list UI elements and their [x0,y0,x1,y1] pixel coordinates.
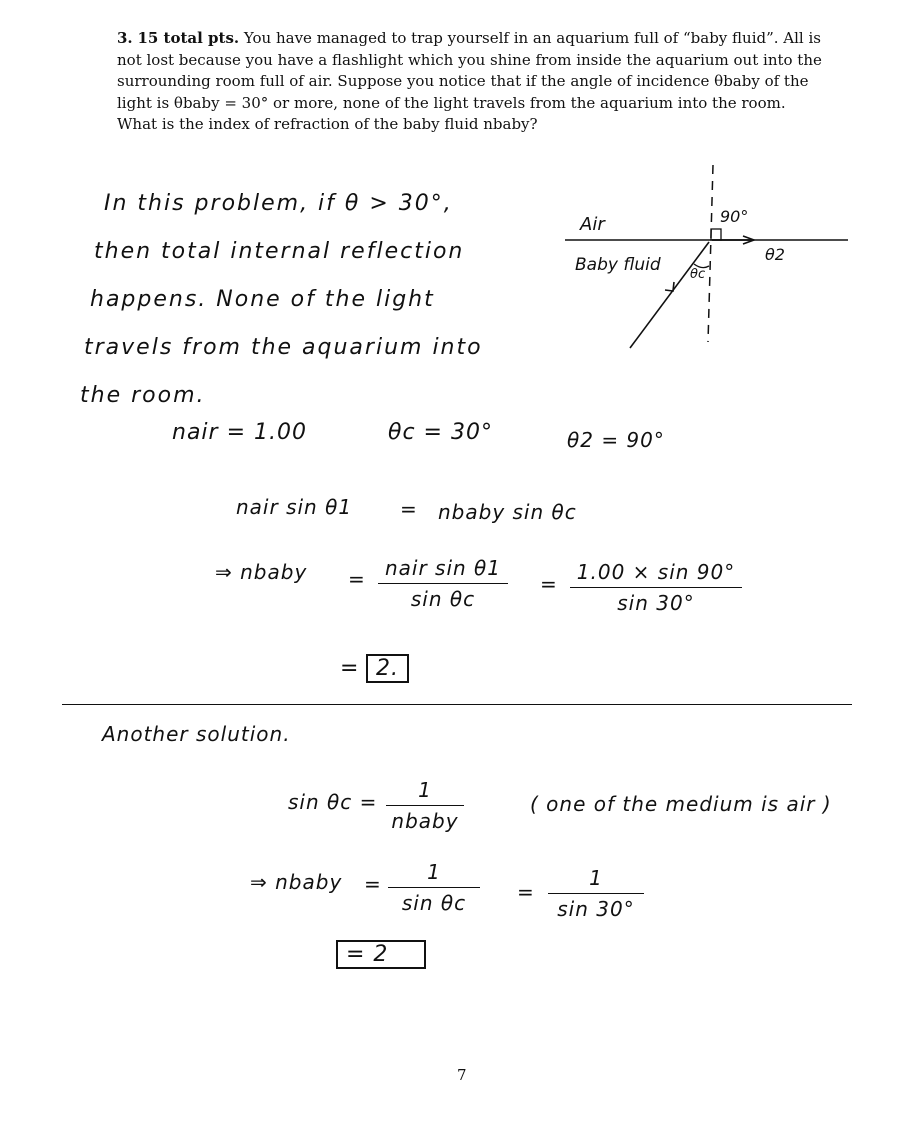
problem-statement [117,28,827,136]
solution-line: In this problem, if θ > 30°, [104,191,453,216]
given-theta-2: θ2 = 90° [567,428,665,452]
given-theta-c: θc = 30° [388,420,493,445]
label-air: Air [580,214,605,235]
fraction-bar [378,583,508,584]
another-step1-fraction [386,778,464,833]
problem-text: You have managed to trap yourself in an aquarium full of “baby fluid”. All is not lost because you have a flashlight which you shine from inside the aquarium out into the surrounding room full of air. Suppose you notice that if the angle of incidence θbaby of the light is θbaby = 30° or more, none of the light travels from the aquarium into the room. What is the index of refraction of the baby fluid nbaby? [117,29,822,133]
another-step2-fraction-1 [388,860,480,915]
right-angle-marker [711,229,721,240]
another-result-box: = 2 [336,940,426,969]
solution-explanation [80,180,550,420]
fraction-numerator: 1 [589,866,603,890]
fraction-numerator: nair sin θ1 [384,556,502,580]
problem-number: 3. [117,29,133,47]
snell-lhs: nair sin θ1 [236,495,353,519]
another-step1-lhs: sin θc = [288,790,378,814]
derive-lhs: ⇒ nbaby [215,560,308,584]
result-equals: = [340,656,360,681]
fraction-denominator: sin θc [410,587,476,611]
fraction-bar [388,887,480,888]
fraction-denominator: nbaby [391,809,459,833]
given-n-air: nair = 1.00 [172,420,307,445]
derive-fraction-2 [570,560,742,615]
fraction-bar [548,893,644,894]
fraction-numerator: 1 [427,860,441,884]
fraction-numerator: 1.00 × sin 90° [576,560,736,584]
solution-line: travels from the aquarium into [84,335,483,360]
label-90: 90° [720,207,749,226]
another-step1-note: ( one of the medium is air ) [530,792,832,816]
another-step2-eq1: = [364,872,382,896]
label-baby-fluid: Baby fluid [575,255,661,275]
another-step2-eq2: = [517,880,535,904]
incident-arrowhead [665,282,674,291]
solution-line: happens. None of the light [90,287,435,312]
fraction-denominator: sin θc [401,891,467,915]
result-box: 2. [366,654,409,683]
fraction-bar [386,805,464,806]
fraction-bar [570,587,742,588]
refraction-diagram [560,160,860,360]
solution-line: then total internal reflection [94,239,465,264]
derive-fraction-1 [378,556,508,611]
fraction-numerator: 1 [418,778,432,802]
fraction-denominator: sin 30° [557,897,635,921]
section-divider [62,704,852,705]
snell-equals: = [400,497,418,521]
another-step2-fraction-2 [548,866,644,921]
fraction-denominator: sin 30° [617,591,695,615]
another-heading: Another solution. [102,722,291,746]
problem-points: 15 total pts. [137,29,240,47]
derive-eq2: = [540,572,558,596]
solution-line: the room. [80,383,206,408]
normal-line [708,165,713,342]
derive-eq1: = [348,567,366,591]
another-step2-lhs: ⇒ nbaby [250,870,343,894]
label-thetac: θc [690,267,706,282]
page-number: 7 [457,1066,467,1084]
label-theta2: θ2 [765,245,785,264]
snell-rhs: nbaby sin θc [438,500,577,524]
